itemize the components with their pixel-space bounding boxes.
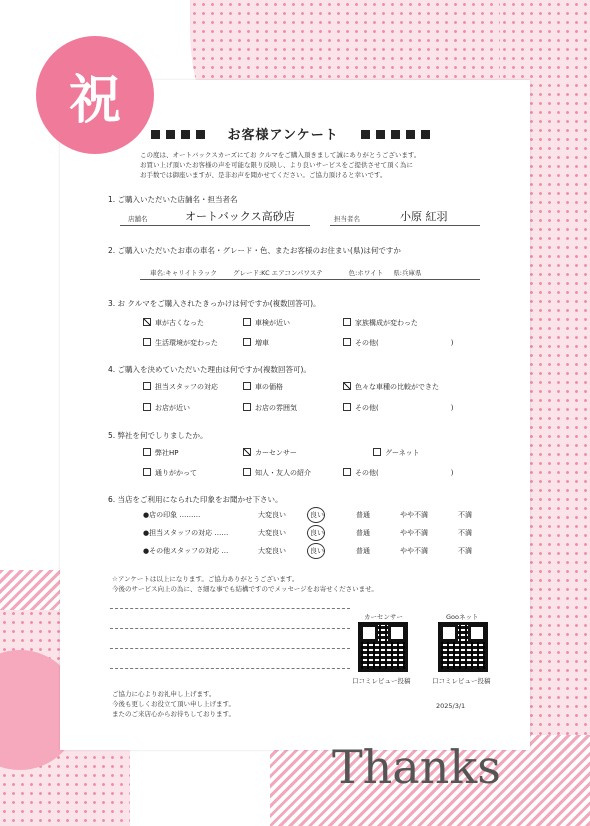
q4-option-3[interactable]: 色々な車種の比較ができた <box>343 382 439 392</box>
q3-option-4[interactable]: 生活環境が変わった <box>143 338 218 348</box>
q4-option-2[interactable]: 車の価格 <box>243 382 283 392</box>
grade-value: KC エアコンパワステ <box>261 269 323 277</box>
checkbox-checked[interactable] <box>143 318 151 326</box>
q6-rating-option[interactable]: やや不満 <box>400 511 428 519</box>
q5-option-3[interactable]: グーネット <box>373 448 420 458</box>
q5-label: 5. 弊社を何でしりましたか。 <box>108 431 208 440</box>
q6-rating-option[interactable]: 不満 <box>458 547 472 555</box>
q5-option-4[interactable]: 通りがかって <box>143 468 197 478</box>
q1-label: 1. ご購入いただいた店舗名・担当者名 <box>108 195 238 204</box>
q6-row-label: ●店の印象 ……… <box>143 511 201 519</box>
q3-option-6[interactable]: その他( ) <box>343 338 453 348</box>
q4-option-5[interactable]: お店の雰囲気 <box>243 403 297 413</box>
staff-name-label: 担当者名 <box>334 215 360 223</box>
q3-label: 3. お クルマをご購入されたきっかけは何ですか(複数回答可)。 <box>108 299 321 308</box>
q3-option-1[interactable]: 車が古くなった <box>143 318 204 328</box>
q5-option-5[interactable]: 知人・友人の紹介 <box>243 468 311 478</box>
closing-line-1: ☆アンケートは以上になります。ご協力ありがとうございます。 <box>112 575 299 583</box>
qr-code-goonet[interactable] <box>438 622 488 672</box>
q5-option-1[interactable]: 弊社HP <box>143 448 179 458</box>
intro-line-3: お手数では御座いますが、是非お声を聞かせてください。ご協力頂けると幸いです。 <box>140 171 387 179</box>
q5-option-2[interactable]: カーセンサー <box>243 448 297 458</box>
qr-code-carsensor[interactable] <box>358 622 408 672</box>
q6-rating-option[interactable]: 不満 <box>458 511 472 519</box>
q6-rating-option[interactable]: 大変良い <box>258 529 286 537</box>
q3-option-3[interactable]: 家族構成が変わった <box>343 318 418 328</box>
q6-label: 6. 当店をご利用になられた印象をお聞かせ下さい。 <box>108 495 283 504</box>
q3-option-5[interactable]: 増車 <box>243 338 269 348</box>
rating-circle-mark <box>307 525 325 541</box>
celebration-seal-icon <box>36 36 154 154</box>
q6-rating-option[interactable]: 良い <box>310 511 324 519</box>
footer-line-3: またのご来店心からお待ちしております。 <box>112 710 235 718</box>
q6-row-label: ●担当スタッフの対応 …… <box>143 529 229 537</box>
q6-rating-option[interactable]: やや不満 <box>400 547 428 555</box>
q6-rating-option[interactable]: 大変良い <box>258 511 286 519</box>
q5-option-6[interactable]: その他( ) <box>343 468 453 478</box>
q4-label: 4. ご購入を決めていただいた理由は何ですか(複数回答可)。 <box>108 365 311 374</box>
q6-rating-option[interactable]: 大変良い <box>258 547 286 555</box>
store-name-label: 店舗名 <box>128 215 148 223</box>
checkbox-checked <box>243 448 251 456</box>
store-name-value: オートバックス高砂店 <box>185 210 295 223</box>
qr-caption-carsensor: 口コミレビュー投稿 <box>352 677 411 685</box>
survey-title <box>148 124 433 143</box>
qr-title-goonet: Gooネット <box>446 613 479 621</box>
prefecture-value: 兵庫県 <box>401 269 422 277</box>
closing-line-2: 今後のサービス向上の為に、さ細な事でも結構ですのでメッセージをお寄せくださいませ。 <box>112 585 378 593</box>
q6-rating-option[interactable]: 普通 <box>356 511 370 519</box>
q6-rating-option[interactable]: 良い <box>310 547 324 555</box>
intro-line-1: この度は、オートバックスカーズにてお クルマをご購入頂きまして誠にありがとうございます。 <box>140 151 421 159</box>
staff-name-value: 小原 紅羽 <box>400 210 448 223</box>
q4-option-1[interactable]: 担当スタッフの対応 <box>143 382 218 392</box>
intro-line-2: お買い上げ頂いたお客様の声を可能な限り反映し、より良いサービスをご提供させて頂く為に <box>140 161 413 169</box>
page-title: お客様アンケート <box>227 128 339 143</box>
rating-circle-mark <box>307 507 325 523</box>
thanks-text: Thanks <box>332 740 501 794</box>
q2-label: 2. ご購入いただいたお車の車名・グレード・色、またお客様のお住まい(県)は何ですか <box>108 246 401 255</box>
q6-rating-option[interactable]: 普通 <box>356 547 370 555</box>
color-value: ホワイト <box>357 269 384 277</box>
q4-option-4[interactable]: お店が近い <box>143 403 190 413</box>
q6-rating-option[interactable]: 不満 <box>458 529 472 537</box>
q6-row-label: ●その他スタッフの対応 … <box>143 547 229 555</box>
footer-line-1: ご協力に心よりお礼申し上げます。 <box>112 690 216 698</box>
q6-rating-option[interactable]: やや不満 <box>400 529 428 537</box>
rating-circle-mark <box>307 543 325 559</box>
footer-line-2: 今後も更しくお役立て頂い申し上げます。 <box>112 700 235 708</box>
footer-date: 2025/3/1 <box>436 702 466 710</box>
q6-rating-option[interactable]: 良い <box>310 529 324 537</box>
car-row: 車名:キャリイトラック グレード:KC エアコンパワステ 色:ホワイト 県:兵庫県 <box>150 269 422 277</box>
seal-char: 祝 <box>68 69 121 131</box>
car-value: キャリイトラック <box>165 269 217 277</box>
q3-option-2[interactable]: 車検が近い <box>243 318 290 328</box>
qr-title-carsensor: カーセンサー <box>364 613 403 621</box>
qr-caption-goonet: 口コミレビュー投稿 <box>432 677 491 685</box>
q4-option-6[interactable]: その他( ) <box>343 403 453 413</box>
checkbox-checked <box>343 382 351 390</box>
q6-rating-option[interactable]: 普通 <box>356 529 370 537</box>
